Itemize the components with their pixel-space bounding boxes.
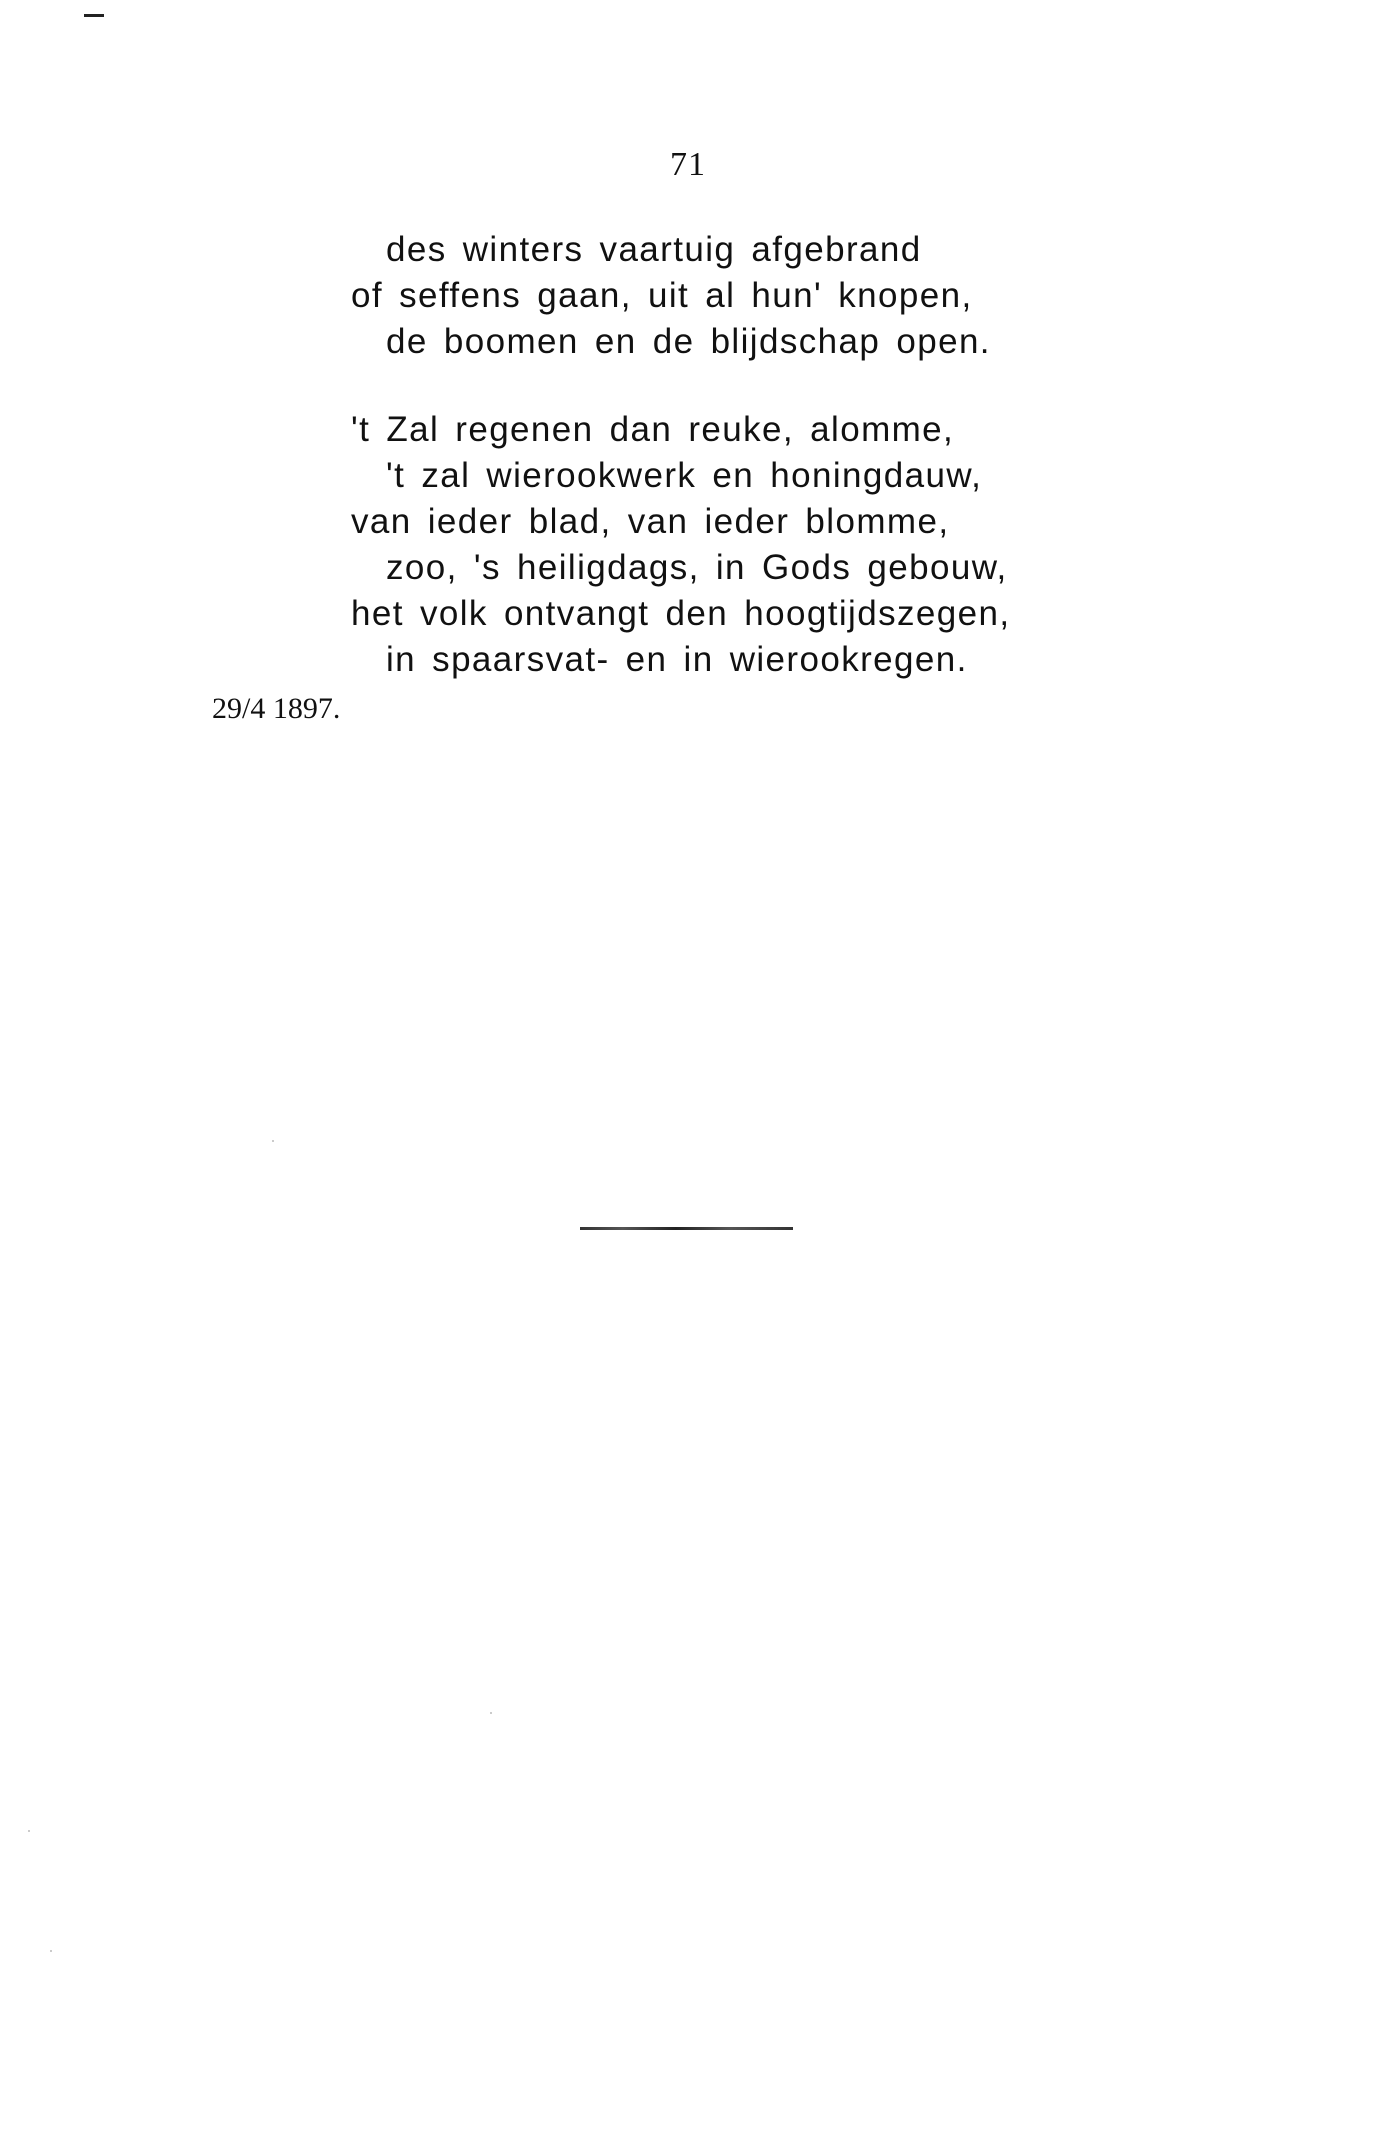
poem-line: het volk ontvangt den hoogtijdszegen, bbox=[351, 594, 1011, 633]
poem-line: van ieder blad, van ieder blomme, bbox=[351, 502, 950, 541]
scan-speck bbox=[28, 1830, 30, 1832]
poem-date: 29/4 1897. bbox=[212, 692, 341, 725]
scan-speck bbox=[272, 1140, 274, 1142]
poem-line: zoo, 's heiligdags, in Gods gebouw, bbox=[386, 548, 1008, 587]
poem-line: 't Zal regenen dan reuke, alomme, bbox=[351, 410, 955, 449]
poem-line: de boomen en de blijdschap open. bbox=[386, 322, 991, 361]
end-rule bbox=[580, 1227, 793, 1230]
scan-speck bbox=[50, 1950, 52, 1952]
poem-line: 't zal wierookwerk en honingdauw, bbox=[386, 456, 983, 495]
poem-line: in spaarsvat- en in wierookregen. bbox=[386, 640, 968, 679]
poem-line: des winters vaartuig afgebrand bbox=[386, 230, 922, 269]
poem-line: of seffens gaan, uit al hun' knopen, bbox=[351, 276, 973, 315]
page-number: 71 bbox=[670, 146, 706, 183]
scan-mark bbox=[84, 14, 104, 17]
scan-speck bbox=[490, 1712, 492, 1714]
